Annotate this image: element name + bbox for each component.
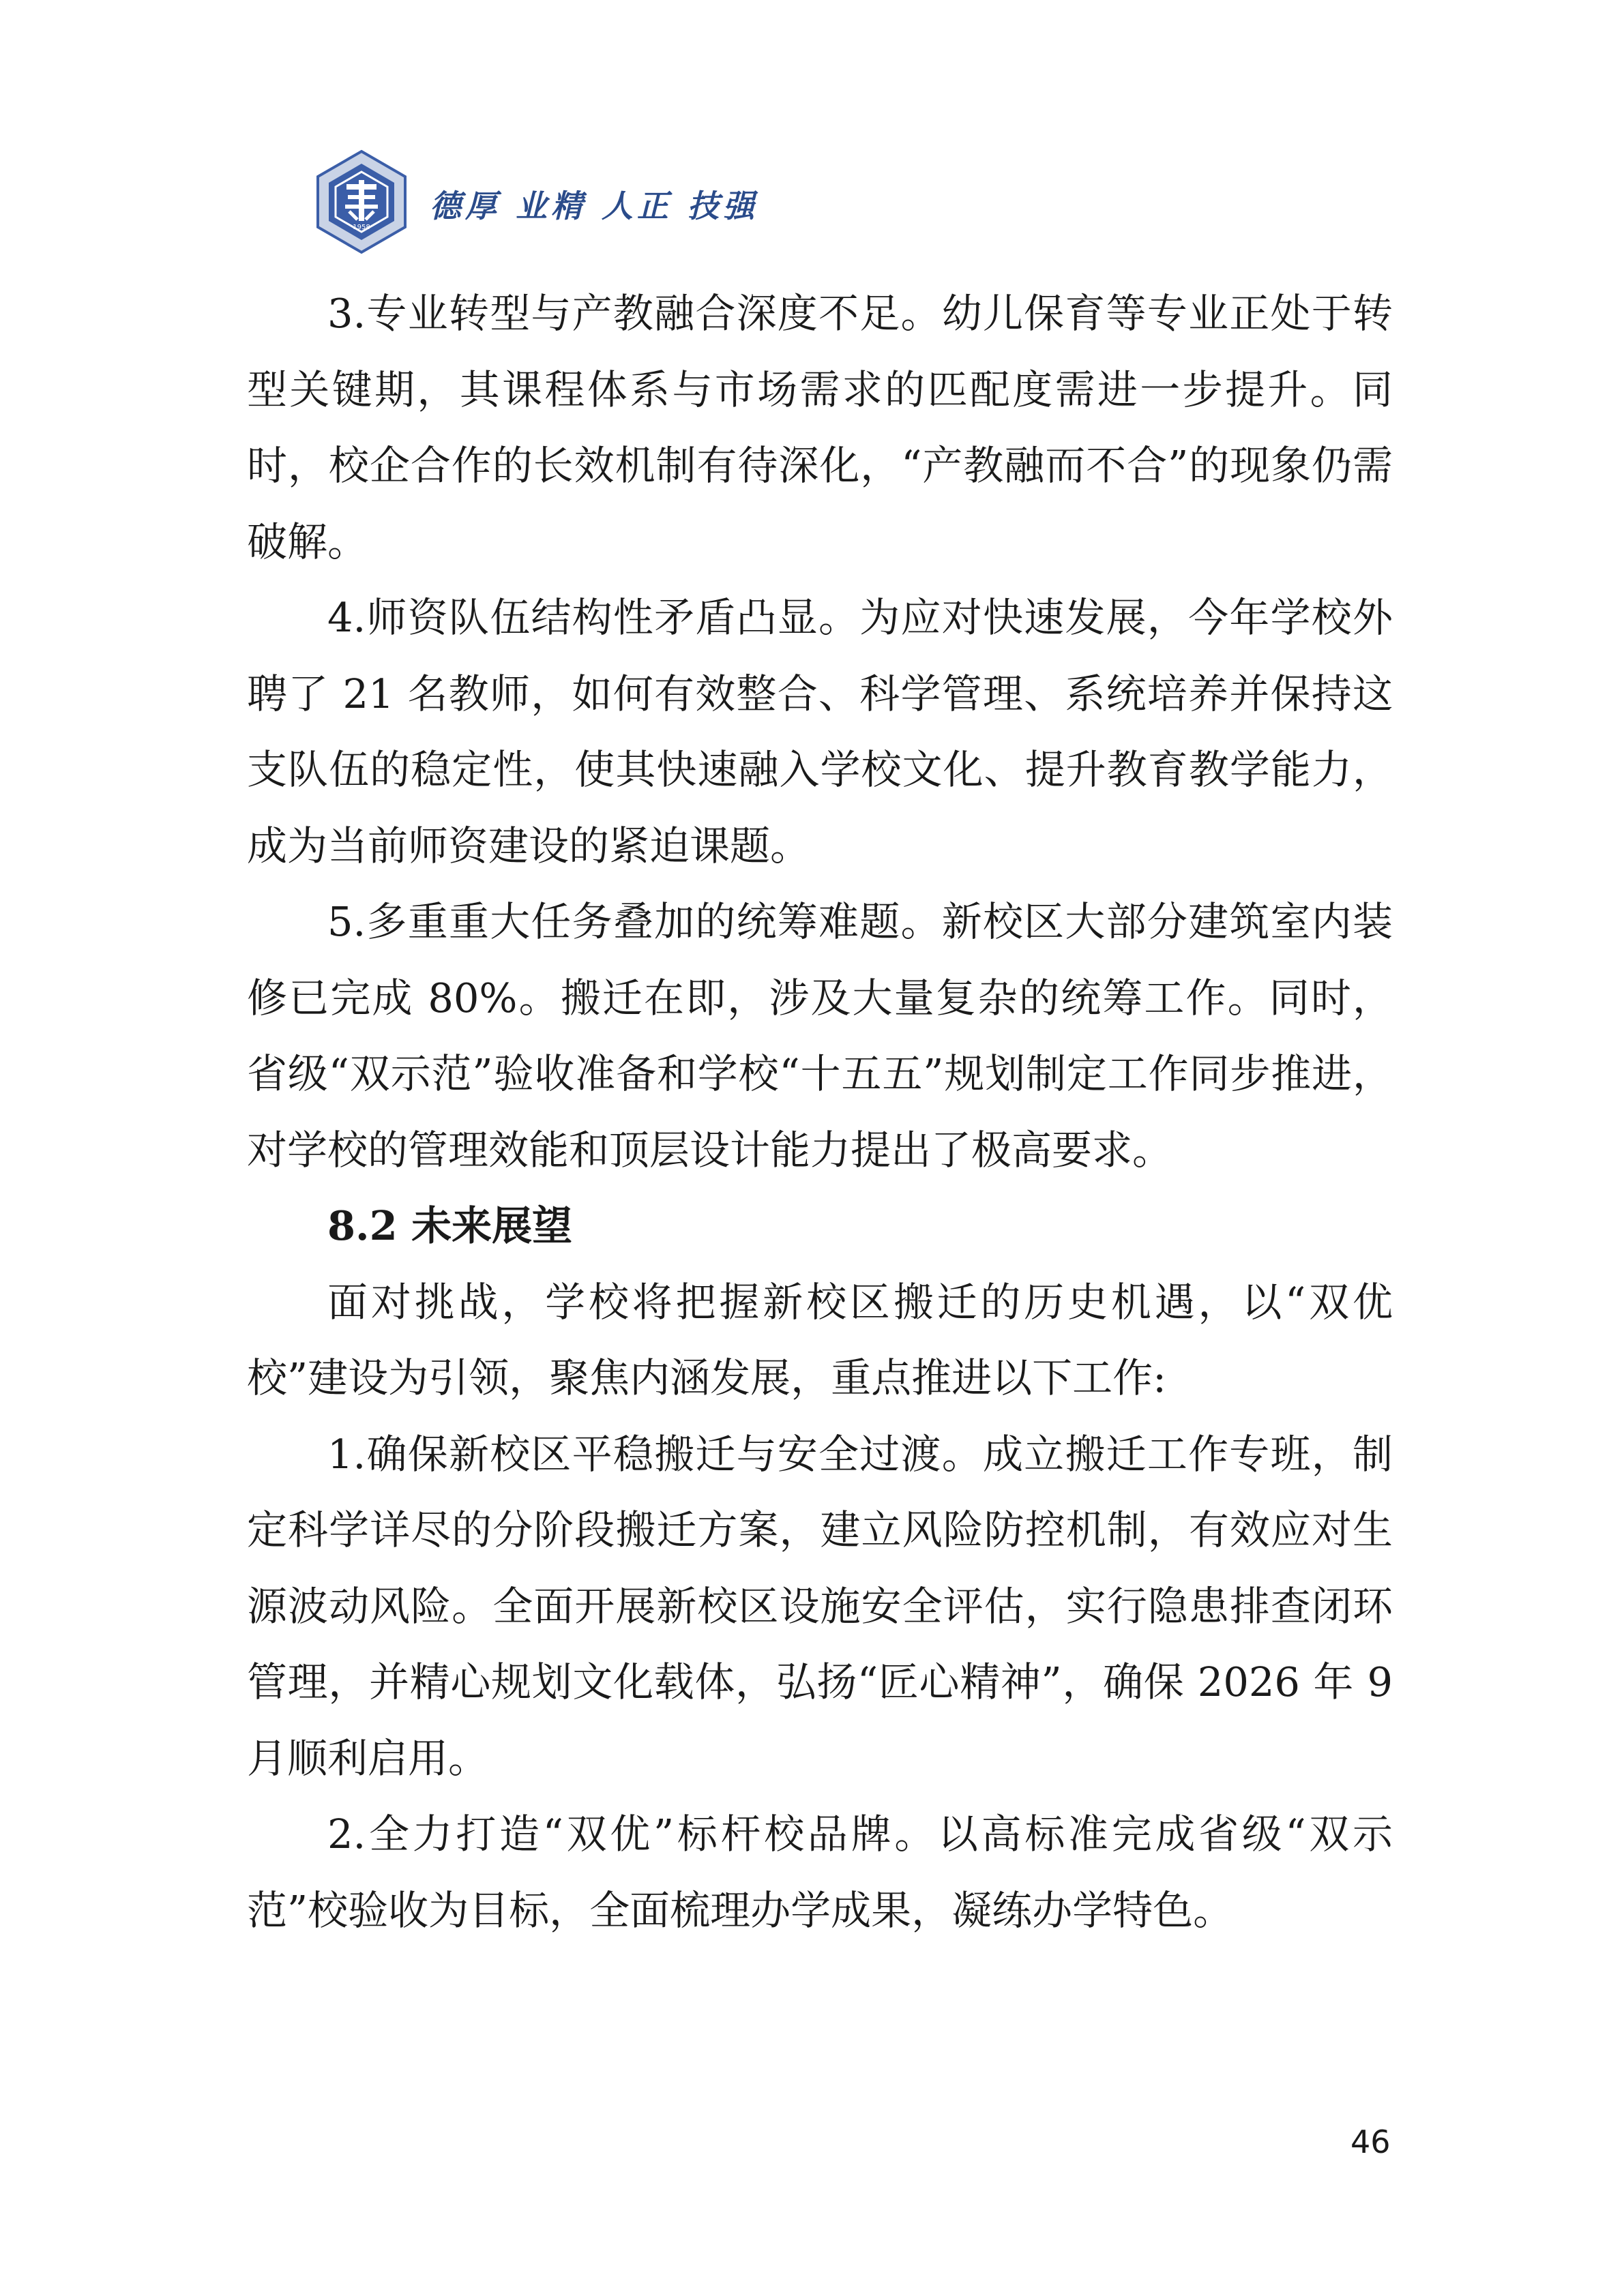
page-number: 46: [1350, 2123, 1391, 2160]
document-body: [247, 275, 1393, 1948]
school-motto: 德厚 业精 人正 技强: [430, 188, 759, 224]
section-heading: 8.2 未来展望: [327, 1202, 573, 1249]
school-emblem-icon: [308, 149, 415, 255]
paragraph-outlook-1: 1.确保新校区平稳搬迁与安全过渡。成立搬迁工作专班，制定科学详尽的分阶段搬迁方案，建立风险防控机制，有效应对生源波动风险。全面开展新校区设施安全评估，实行隐患排查闭环管理，并精心规划文化载体，弘扬“匠心精神”，确保 2026 年 9 月顺利启用。: [247, 1430, 1393, 1782]
paragraph-outlook-intro: 面对挑战，学校将把握新校区搬迁的历史机遇，以“双优校”建设为引领，聚焦内涵发展，重点推进以下工作:: [247, 1278, 1393, 1401]
paragraph-outlook-2: 2.全力打造“双优”标杆校品牌。以高标准完成省级“双示范”校验收为目标，全面梳理办学成果，凝练办学特色。: [247, 1810, 1393, 1934]
paragraph-challenge-4: 4.师资队伍结构性矛盾凸显。为应对快速发展，今年学校外聘了 21 名教师，如何有效整合、科学管理、系统培养并保持这支队伍的稳定性，使其快速融入学校文化、提升教育教学能力，成为当前师资建设的紧迫课题。: [247, 594, 1393, 869]
logo-year: 1958: [353, 224, 370, 231]
paragraph-challenge-3: 3.专业转型与产教融合深度不足。幼儿保育等专业正处于转型关键期，其课程体系与市场需求的匹配度需进一步提升。同时，校企合作的长效机制有待深化，“产教融而不合”的现象仍需破解。: [247, 290, 1393, 565]
paragraph-challenge-5: 5.多重重大任务叠加的统筹难题。新校区大部分建筑室内装修已完成 80%。搬迁在即，涉及大量复杂的统筹工作。同时，省级“双示范”验收准备和学校“十五五”规划制定工作同步推进，对学校的管理效能和顶层设计能力提出了极高要求。: [247, 898, 1393, 1174]
page-header: [308, 149, 772, 255]
